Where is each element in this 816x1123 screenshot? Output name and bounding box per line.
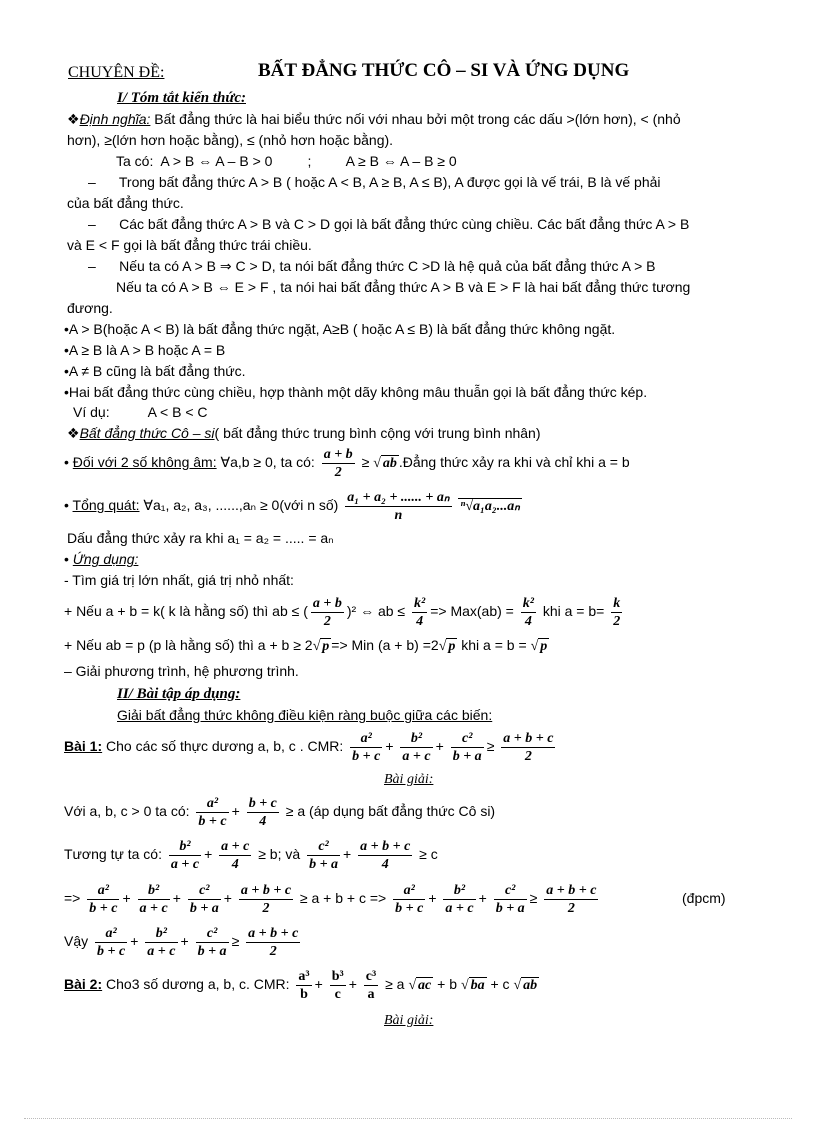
bai-1-conclusion: Vậy $\frac{\text{a²}}{b + c}$ + $\frac{\text{b²}}{a + c}$ + $\frac{\text{c²}}{b + a}$ ≥ $\frac{a + b + c}{2}$ bbox=[64, 925, 299, 959]
paragraph-4b: đương. bbox=[67, 300, 113, 316]
definition-line-1: ❖Định nghĩa: Bất đẳng thức là hai biểu thức nối với nhau bởi một trong các dấu >(lớn hơn), < (nhỏ bbox=[67, 111, 681, 127]
bai-2-label: Bài 2: bbox=[64, 976, 103, 992]
section-2-title: II/ Bài tập áp dụng: bbox=[117, 686, 241, 702]
paragraph-4a: Nếu ta có A > B ⇔ E > F , ta nói hai bất đẳng thức A > B và E > F là hai bất đẳng thức tương bbox=[116, 279, 691, 295]
bai-1-step-2: Tương tự ta có: $\frac{\text{b²}}{a + c}$ + $\frac{a + c}{4}$ ≥ b; và $\frac{\text{c²}}{b + a}$ + $\frac{a + b + c}{4}$ ≥ c bbox=[64, 838, 438, 872]
bai-2-statement: Bài 2: Cho3 số dương a, b, c. CMR: $\frac{\text{a³}}{b}$ + $\frac{\text{b³}}{c}$ + $\frac{\text{c³}}{a}$ ≥ a √ ac + b √ ba + c √ ab bbox=[64, 968, 538, 1002]
application-3: + Nếu ab = p (p là hằng số) thì a + b ≥ 2√ p => Min (a + b) =2√ p khi a = b = √ p bbox=[64, 637, 548, 654]
dpcm-mark: (đpcm) bbox=[682, 890, 726, 906]
bai-2-solution-label: Bài giải: bbox=[384, 1013, 434, 1028]
definition-label: Định nghĩa: bbox=[79, 111, 151, 127]
cauchy-heading: ❖Bất đẳng thức Cô – si( bất đẳng thức trung bình cộng với trung bình nhân) bbox=[67, 425, 541, 441]
bullet-double: •Hai bất đẳng thức cùng chiều, hợp thành một dãy không mâu thuẫn gọi là bất đẳng thức kép. bbox=[64, 384, 648, 400]
example-line bbox=[73, 403, 208, 421]
cauchy-two-numbers: • Đối với 2 số không âm: ∀a,b ≥ 0, ta có: $\frac{a + b}{2}$ ≥ √ ab .Đẳng thức xảy ra khi và chỉ khi a = b bbox=[64, 442, 630, 484]
bai-1-statement: Bài 1: Cho các số thực dương a, b, c . CMR: $\frac{\text{a²}}{b + c}$ + $\frac{\text{b²}}{a + c}$ + $\frac{\text{c²}}{b + a}$ ≥ $\frac{a + b + c}{2}$ bbox=[64, 730, 554, 764]
bullet-ge: •A ≥ B là A > B hoặc A = B bbox=[64, 342, 226, 358]
application-heading: • Ứng dụng: bbox=[64, 551, 139, 567]
paragraph-1b: của bất đẳng thức. bbox=[67, 195, 184, 211]
example-label: Ví dụ: bbox=[73, 404, 110, 420]
topic-label: CHUYÊN ĐỀ: bbox=[68, 64, 165, 81]
two-numbers-label: Đối với 2 số không âm: bbox=[72, 454, 217, 470]
paragraph-3: – Nếu ta có A > B ⇒ C > D, ta nói bất đẳng thức C >D là hệ quả của bất đẳng thức A > B bbox=[88, 258, 656, 274]
cauchy-label: Bất đẳng thức Cô – si bbox=[79, 425, 215, 441]
paragraph-2b: và E < F gọi là bất đẳng thức trái chiều. bbox=[67, 237, 312, 253]
diamond-bullet-icon: ❖ bbox=[67, 425, 80, 441]
application-1: - Tìm giá trị lớn nhất, giá trị nhỏ nhất: bbox=[64, 572, 294, 588]
bai-1-sum: => $\frac{\text{a²}}{b + c}$ + $\frac{\text{b²}}{a + c}$ + $\frac{\text{c²}}{b + a}$ + $\frac{a + b + c}{2}$ ≥ a + b + c => $\frac{\text{a²}}{b + c}$ + $\frac{\text{b²}}{a + c}$ + $\frac{\text{c²}}{b + a}$ ≥ $\frac{a + b + c}{2}$ bbox=[64, 882, 597, 916]
diamond-bullet-icon: ❖ bbox=[67, 111, 80, 127]
ta-co-line: Ta có: A > B ⇔ A – B > 0 ; A ≥ B ⇔ A – B ≥ 0 bbox=[116, 153, 457, 169]
application-2: + Nếu a + b = k( k là hằng số) thì ab ≤ ( $\frac{a + b}{2}$ )² ⇔ ab ≤ $\frac{\text{k²}}{4}$ => Max(ab) = $\frac{\text{k²}}{4}$ khi a = b= $\frac{k}{2}$ bbox=[64, 595, 621, 629]
fraction-a-plus-b-over-2: $\frac{a + b}{2}$ bbox=[323, 446, 353, 480]
bai-1-step-1: Với a, b, c > 0 ta có: $\frac{\text{a²}}{b + c}$ + $\frac{b + c}{4}$ ≥ a (áp dụng bất đẳng thức Cô si) bbox=[64, 795, 496, 829]
paragraph-2a: – Các bất đẳng thức A > B và C > D gọi là bất đẳng thức cùng chiều. Các bất đẳng thức A > B bbox=[88, 216, 690, 232]
cauchy-general: • Tổng quát: ∀a₁, a₂, a₃, ......,aₙ ≥ 0(với n số) $\frac{\text{a₁ + a₂ + ...... + aₙ}}{n}$ ⁿ√a₁a₂...aₙ bbox=[64, 485, 522, 527]
bullet-strict: •A > B(hoặc A < B) là bất đẳng thức ngặt, A≥B ( hoặc A ≤ B) là bất đẳng thức không ngặt. bbox=[64, 321, 616, 337]
section-1-title: I/ Tóm tắt kiến thức: bbox=[117, 90, 246, 106]
section-2-subtitle: Giải bất đẳng thức không điều kiện ràng buộc giữa các biến: bbox=[117, 707, 493, 723]
paragraph-1a: – Trong bất đẳng thức A > B ( hoặc A < B, A ≥ B, A ≤ B), A được gọi là vế trái, B là vế phải bbox=[88, 174, 661, 190]
equality-condition: Dấu đẳng thức xảy ra khi a₁ = a₂ = ..... = aₙ bbox=[67, 530, 334, 546]
bai-1-label: Bài 1: bbox=[64, 738, 103, 754]
application-4: – Giải phương trình, hệ phương trình. bbox=[64, 663, 299, 679]
fraction-sum-over-n: $\frac{\text{a₁ + a₂ + ...... + aₙ}}{n}$ bbox=[347, 489, 450, 523]
page-bottom-divider bbox=[24, 1118, 792, 1119]
example-value: A < B < C bbox=[147, 404, 208, 420]
bai-1-solution-label: Bài giải: bbox=[384, 772, 434, 787]
definition-line-2: hơn), ≥(lớn hơn hoặc bằng), ≤ (nhỏ hơn hoặc bằng). bbox=[67, 132, 394, 148]
sqrt-ab: √ ab bbox=[373, 456, 397, 471]
document-title: BẤT ĐẲNG THỨC CÔ – SI VÀ ỨNG DỤNG bbox=[258, 60, 630, 81]
general-label: Tổng quát: bbox=[72, 497, 140, 513]
nth-root-product: ⁿ√a₁a₂...aₙ bbox=[460, 499, 520, 514]
bullet-ne: •A ≠ B cũng là bất đẳng thức. bbox=[64, 363, 246, 379]
